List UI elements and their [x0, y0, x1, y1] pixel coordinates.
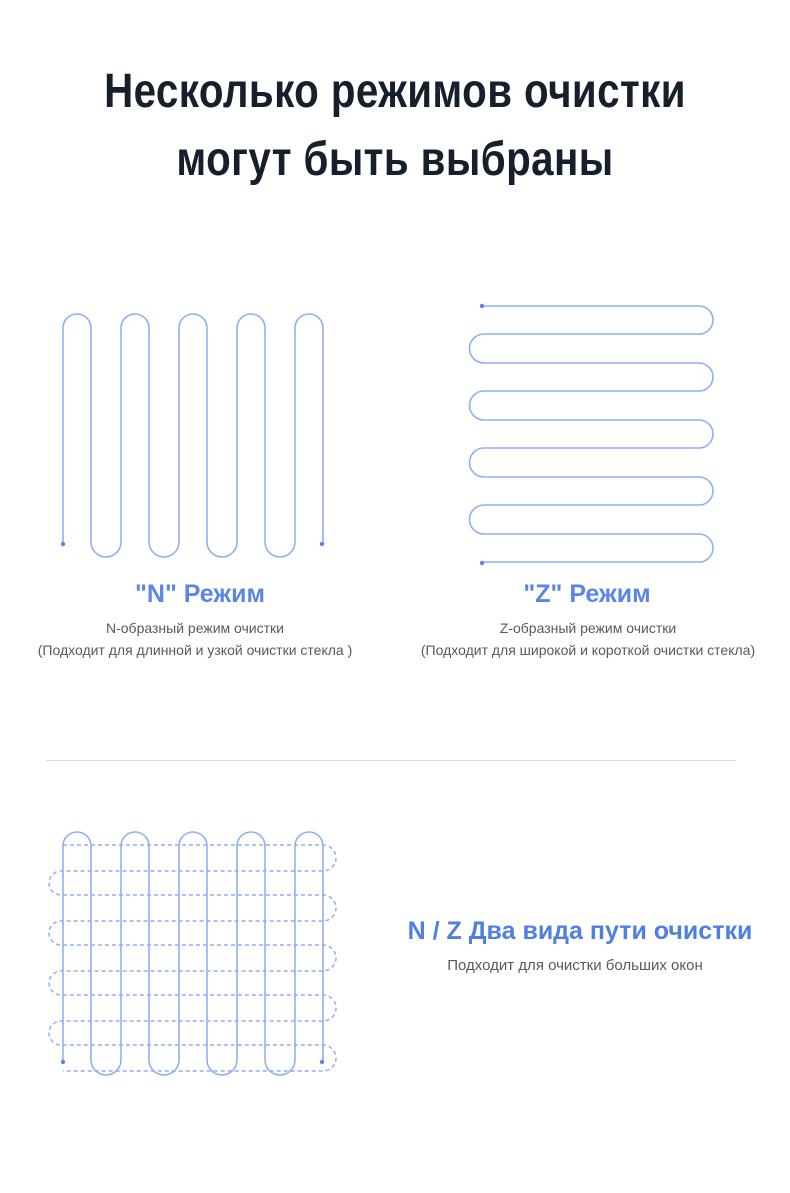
n-mode-title: "N" Режим — [135, 580, 265, 608]
z-mode-description — [388, 617, 788, 661]
n-mode-note: (Подходит для длинной и узкой очистки стекла ) — [37, 642, 353, 658]
n-mode-description-line: N-образный режим очистки — [106, 620, 284, 636]
n-mode-description — [0, 617, 390, 661]
z-mode-path — [470, 306, 714, 562]
headline-line-2: могут быть выбраны — [176, 133, 614, 186]
section-divider — [46, 760, 736, 761]
combined-end-dot — [320, 1060, 324, 1064]
z-mode-description-line: Z-образный режим очистки — [499, 620, 677, 636]
z-mode-end-dot — [480, 561, 484, 565]
n-mode-start-dot — [61, 542, 65, 546]
combined-mode-title: N / Z Два вида пути очистки — [407, 917, 753, 945]
n-mode-path — [63, 314, 323, 557]
combined-mode-description: Подходит для очистки больших окон — [447, 957, 703, 974]
headline-line-1: Несколько режимов очистки — [104, 65, 686, 118]
combined-n-solid-path — [63, 832, 323, 1075]
n-mode-end-dot — [320, 542, 324, 546]
z-mode-note: (Подходит для широкой и короткой очистки стекла) — [420, 642, 756, 658]
z-mode-start-dot — [480, 304, 484, 308]
combined-start-dot — [61, 1060, 65, 1064]
combined-z-dashed-path — [49, 845, 336, 1071]
z-mode-title: "Z" Режим — [523, 580, 651, 608]
